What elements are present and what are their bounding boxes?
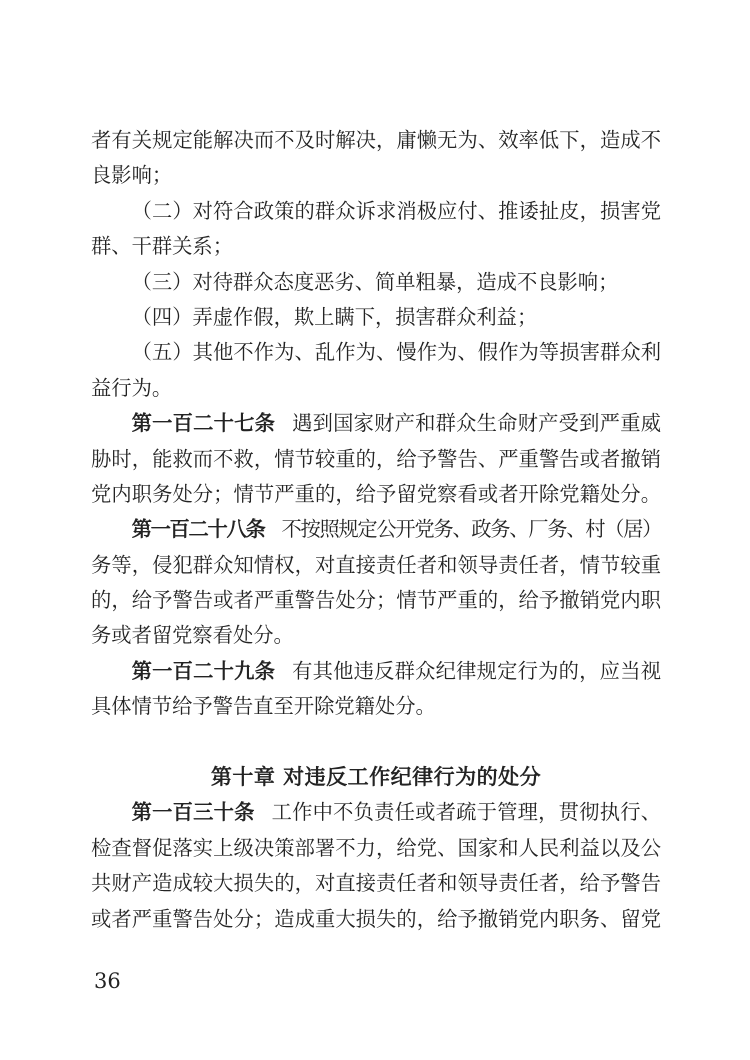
text-line [91, 265, 661, 300]
text-line [91, 194, 661, 229]
text-line [91, 831, 661, 866]
text-line [91, 795, 661, 830]
line-text: 工作中不负责任或者疏于管理，贯彻执行、 [271, 800, 661, 825]
text-line [91, 123, 661, 158]
text-line [91, 300, 661, 335]
line-text: 益行为。 [91, 375, 173, 400]
line-text: 胁时，能救而不救，情节较重的，给予警告、严重警告或者撤销 [91, 446, 661, 471]
line-text: 检查督促落实上级决策部署不力，给党、国家和人民利益以及公 [91, 835, 661, 860]
line-text: 共财产造成较大损失的，对直接责任者和领导责任者，给予警告 [91, 871, 661, 896]
line-text: 的，给予警告或者严重警告处分；情节严重的，给予撤销党内职 [91, 588, 661, 613]
line-text: 或者严重警告处分；造成重大损失的，给予撤销党内职务、留党 [91, 906, 661, 931]
line-text: 不按照规定公开党务、政务、厂务、村（居） [281, 517, 661, 542]
blank-line [91, 725, 661, 760]
text-line [91, 548, 661, 583]
line-text: （二）对符合政策的群众诉求消极应付、推诿扯皮，损害党 [131, 198, 661, 223]
line-text: 有其他违反群众纪律规定行为的，应当视 [292, 658, 661, 683]
text-line [91, 229, 661, 264]
text-line [91, 442, 661, 477]
chapter-heading-text: 第十章 对违反工作纪律行为的处分 [210, 765, 542, 790]
line-text: （五）其他不作为、乱作为、慢作为、假作为等损害群众利 [131, 340, 661, 365]
text-line [91, 689, 661, 724]
line-text: 具体情节给予警告直至开除党籍处分。 [91, 694, 436, 719]
line-text: 群、干群关系； [91, 234, 233, 259]
text-line [91, 158, 661, 193]
line-text: 党内职务处分；情节严重的，给予留党察看或者开除党籍处分。 [91, 481, 661, 506]
text-line [91, 512, 661, 547]
chapter-heading [91, 760, 661, 795]
article-number: 第一百三十条 [131, 800, 255, 825]
text-line [91, 406, 661, 441]
line-text: 良影响； [91, 163, 173, 188]
text-line [91, 335, 661, 370]
line-text: 务等，侵犯群众知情权，对直接责任者和领导责任者，情节较重 [91, 552, 661, 577]
text-line [91, 618, 661, 653]
text-line [91, 654, 661, 689]
line-text: （三）对待群众态度恶劣、简单粗暴，造成不良影响； [131, 269, 619, 294]
text-line [91, 371, 661, 406]
article-number: 第一百二十七条 [131, 411, 276, 436]
page-number: 36 [94, 969, 121, 993]
article-number: 第一百二十八条 [131, 517, 265, 542]
line-text: 遇到国家财产和群众生命财产受到严重威 [292, 411, 661, 436]
text-line [91, 477, 661, 512]
text-line [91, 902, 661, 937]
line-text: （四）弄虚作假，欺上瞒下，损害群众利益； [131, 304, 538, 329]
document-lines [91, 123, 661, 937]
line-text: 者有关规定能解决而不及时解决，庸懒无为、效率低下，造成不 [91, 128, 661, 152]
article-number: 第一百二十九条 [131, 658, 276, 683]
text-line [91, 866, 661, 901]
text-line [91, 583, 661, 618]
line-text: 务或者留党察看处分。 [91, 623, 294, 648]
